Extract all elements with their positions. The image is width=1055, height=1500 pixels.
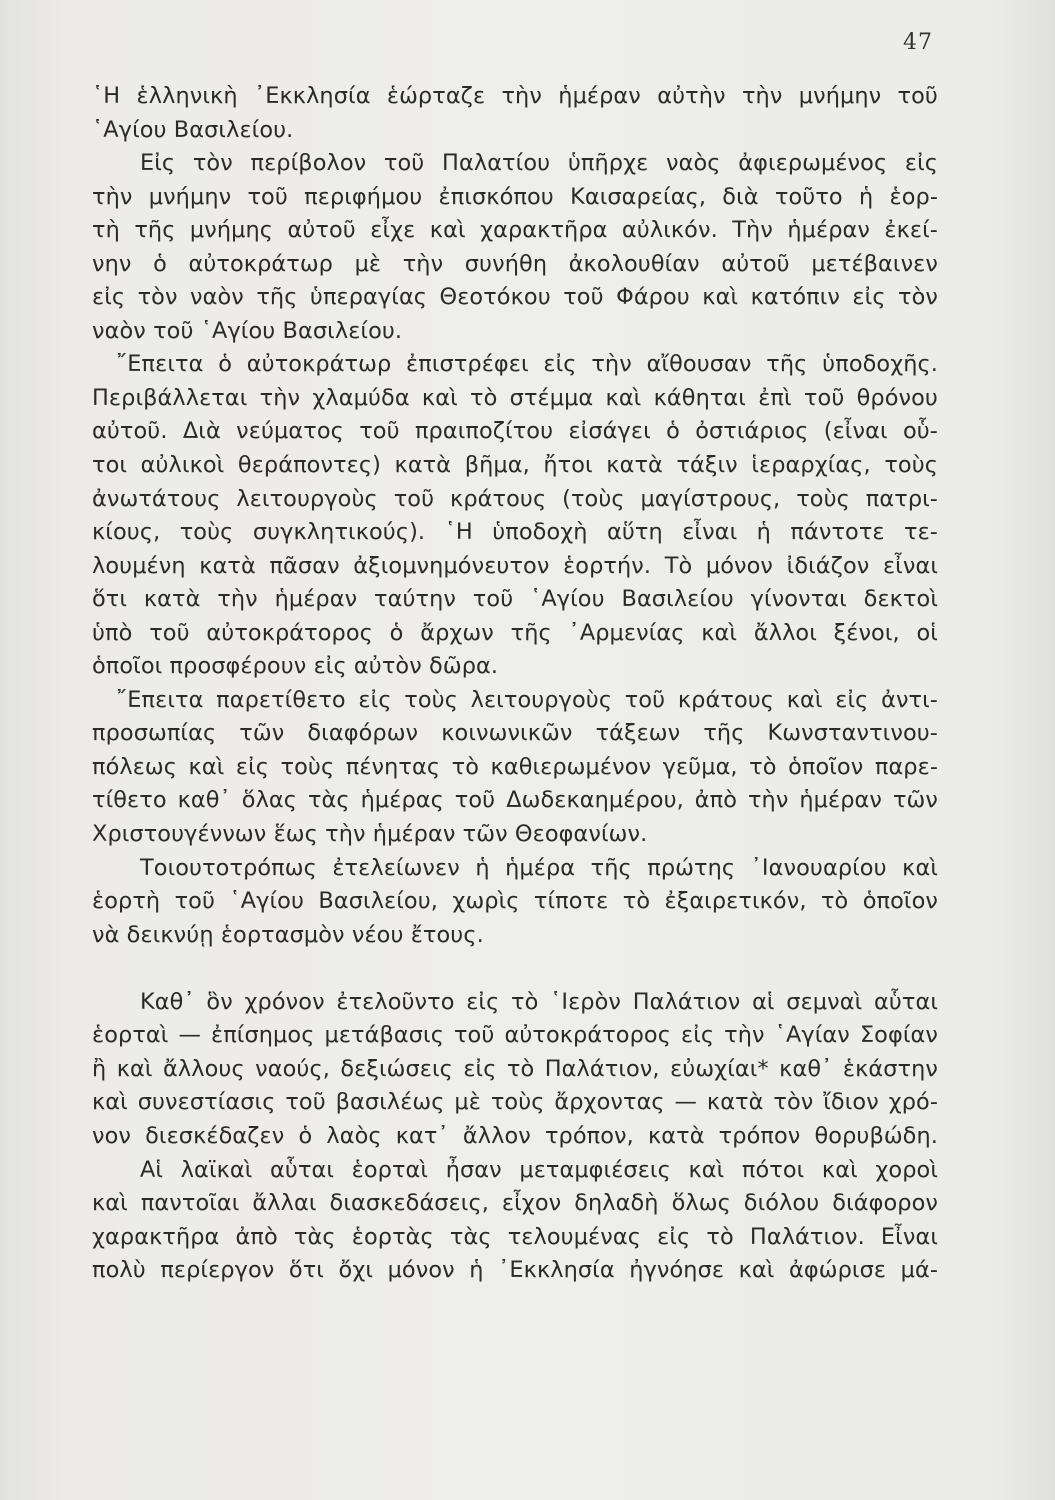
text-line: πόλεως καὶ εἰς τοὺς πένητας τὸ καθιερωμένον γεῦμα, τὸ ὁποῖον παρε-	[92, 753, 938, 780]
text-line: ὅτι κατὰ τὴν ἡμέραν ταύτην τοῦ ῾Αγίου Βασιλείου γίνονται δεκτοὶ	[92, 586, 938, 613]
text-line: ὁποῖοι προσφέρουν εἰς αὐτὸν δῶρα.	[92, 653, 499, 680]
text-line: ῎Επειτα ὁ αὐτοκράτωρ ἐπιστρέφει εἰς τὴν αἴθουσαν τῆς ὑποδοχῆς.	[116, 351, 938, 378]
text-line: τίθετο καθ᾿ ὅλας τὰς ἡμέρας τοῦ Δωδεκαημέρου, ἀπὸ τὴν ἡμέραν τῶν	[92, 787, 938, 814]
text-line: καὶ παντοῖαι ἄλλαι διασκεδάσεις, εἶχον δηλαδὴ ὅλως διόλου διάφορον	[92, 1190, 938, 1217]
text-line: νὰ δεικνύῃ ἑορτασμὸν νέου ἔτους.	[92, 921, 484, 948]
paragraph-gap	[92, 952, 938, 986]
text-line: ῾Η ἑλληνικὴ ᾿Εκκλησία ἑώρταζε τὴν ἡμέραν αὐτὴν τὴν μνήμην τοῦ	[92, 83, 938, 109]
text-line: νον διεσκέδαζεν ὁ λαὸς κατ᾿ ἄλλον τρόπον, κατὰ τρόπον θορυβώδη.	[92, 1122, 938, 1149]
text-line: κίους, τοὺς συγκλητικούς). ῾Η ὑποδοχὴ αὕτη εἶναι ἡ πάντοτε τε-	[92, 519, 938, 546]
text-line: νην ὁ αὐτοκράτωρ μὲ τὴν συνήθη ἀκολουθίαν αὐτοῦ μετέβαινεν	[92, 250, 938, 277]
text-line: καὶ συνεστίασις τοῦ βασιλέως μὲ τοὺς ἄρχοντας — κατὰ τὸν ἴδιον χρό-	[92, 1089, 938, 1116]
text-line: ἑορτὴ τοῦ ῾Αγίου Βασιλείου, χωρὶς τίποτε τὸ ἐξαιρετικόν, τὸ ὁποῖον	[92, 888, 938, 915]
text-line: τὴν μνήμην τοῦ περιφήμου ἐπισκόπου Καισαρείας, διὰ τοῦτο ἡ ἑορ-	[92, 183, 938, 210]
text-line: Χριστουγέννων ἕως τὴν ἡμέραν τῶν Θεοφανίων.	[92, 821, 648, 848]
page-number: 47	[903, 30, 933, 55]
text-line: Καθ᾿ ὃν χρόνον ἐτελοῦντο εἰς τὸ ῾Ιερὸν Παλάτιον αἱ σεμναὶ αὗται	[140, 988, 938, 1015]
text-line: Εἰς τὸν περίβολον τοῦ Παλατίου ὑπῆρχε ναὸς ἀφιερωμένος εἰς	[140, 150, 938, 177]
text-line: προσωπίας τῶν διαφόρων κοινωνικῶν τάξεων τῆς Κωνσταντινου-	[92, 720, 938, 747]
text-line: πολὺ περίεργον ὅτι ὄχι μόνον ἡ ᾿Εκκλησία ἠγνόησε καὶ ἀφώρισε μά-	[92, 1257, 938, 1284]
text-line: ῎Επειτα παρετίθετο εἰς τοὺς λειτουργοὺς τοῦ κράτους καὶ εἰς ἀντι-	[116, 686, 938, 713]
text-line: τὴ τῆς μνήμης αὐτοῦ εἶχε καὶ χαρακτῆρα αὐλικόν. Τὴν ἡμέραν ἐκεί-	[92, 217, 938, 244]
text-line: ναὸν τοῦ ῾Αγίου Βασιλείου.	[92, 317, 403, 344]
text-line: λουμένη κατὰ πᾶσαν ἀξιομνημόνευτον ἑορτήν. Τὸ μόνον ἰδιάζον εἶναι	[92, 552, 938, 579]
text-line: ἢ καὶ ἄλλους ναούς, δεξιώσεις εἰς τὸ Παλάτιον, εὐωχίαι* καθ᾿ ἑκάστην	[92, 1055, 938, 1082]
text-line: Αἱ λαϊκαὶ αὗται ἑορταὶ ἦσαν μεταμφιέσεις καὶ πότοι καὶ χοροὶ	[140, 1156, 938, 1183]
text-line: ἀνωτάτους λειτουργοὺς τοῦ κράτους (τοὺς μαγίστρους, τοὺς πατρι-	[92, 485, 938, 512]
text-line: ἑορταὶ — ἐπίσημος μετάβασις τοῦ αὐτοκράτορος εἰς τὴν ῾Αγίαν Σοφίαν	[92, 1022, 938, 1049]
text-line: ῾Αγίου Βασιλείου.	[92, 116, 294, 143]
text-line: αὐτοῦ. Διὰ νεύματος τοῦ πραιποζίτου εἰσάγει ὁ ὀστιάριος (εἶναι οὗ-	[92, 418, 938, 445]
text-line: Τοιουτοτρόπως ἐτελείωνεν ἡ ἡμέρα τῆς πρώτης ᾿Ιανουαρίου καὶ	[140, 854, 938, 881]
text-line: ὑπὸ τοῦ αὐτοκράτορος ὁ ἄρχων τῆς ᾿Αρμενίας καὶ ἄλλοι ξένοι, οἱ	[92, 619, 938, 646]
text-line: εἰς τὸν ναὸν τῆς ὑπεραγίας Θεοτόκου τοῦ Φάρου καὶ κατόπιν εἰς τὸν	[92, 284, 938, 311]
body-text	[92, 80, 938, 1288]
text-line: τοι αὐλικοὶ θεράποντες) κατὰ βῆμα, ἤτοι κατὰ τάξιν ἱεραρχίας, τοὺς	[92, 452, 938, 479]
text-line: χαρακτῆρα ἀπὸ τὰς ἑορτὰς τὰς τελουμένας εἰς τὸ Παλάτιον. Εἶναι	[92, 1223, 938, 1250]
text-line: Περιβάλλεται τὴν χλαμύδα καὶ τὸ στέμμα καὶ κάθηται ἐπὶ τοῦ θρόνου	[92, 384, 938, 411]
